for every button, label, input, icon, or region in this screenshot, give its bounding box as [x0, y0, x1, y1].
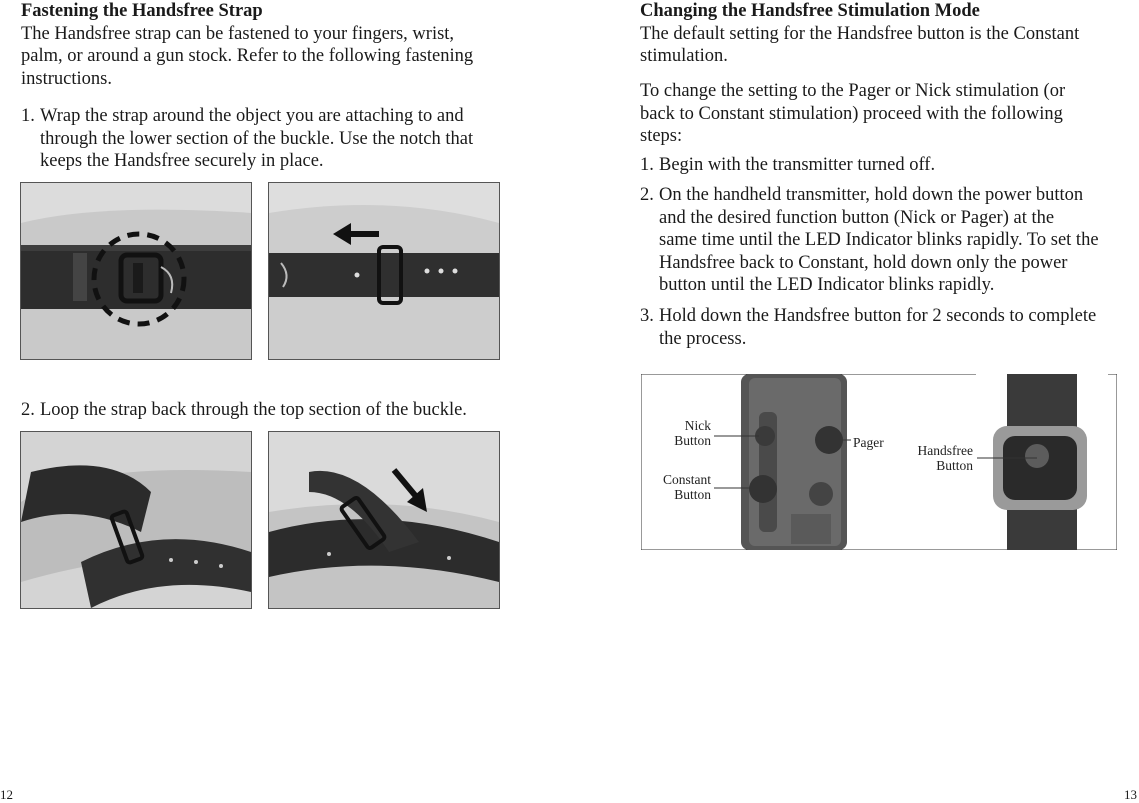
- step-text-line: and the desired function button (Nick or Pager) at the: [659, 207, 1055, 228]
- page-number-left: 12: [0, 787, 13, 802]
- strap-photo-tighten-arrow: [268, 431, 500, 609]
- stim-intro-line: stimulation.: [640, 46, 728, 66]
- step-text-line: Loop the strap back through the top section of the buckle.: [40, 400, 467, 420]
- step-text-line: keeps the Handsfree securely in place.: [40, 151, 324, 171]
- stim-para-line: steps:: [640, 126, 683, 146]
- step-text-line: Wrap the strap around the object you are attaching to and: [40, 106, 464, 126]
- strap-photo-buckle-notch: [20, 182, 252, 360]
- step-text-line: button until the LED Indicator blinks rapidly.: [659, 275, 995, 295]
- pager-button-label: Pager: [853, 435, 884, 450]
- step-text-line: same time until the LED Indicator blinks rapidly. To set the: [659, 230, 1099, 250]
- fastening-section: [21, 0, 551, 90]
- nick-button-label: [647, 418, 711, 448]
- step-text-line: the process.: [659, 328, 747, 349]
- strap-photo-loop-back: [20, 431, 252, 609]
- stim-para-line: back to Constant stimulation) proceed with the following: [640, 103, 1063, 124]
- fastening-step-2: [21, 399, 551, 422]
- constant-button-label: [647, 472, 711, 502]
- stim-mode-section: [640, 0, 1135, 68]
- stim-intro-line: The default setting for the Handsfree button is the Constant: [640, 23, 1080, 44]
- stim-para-line: To change the setting to the Pager or Nick stimulation (or: [640, 81, 1066, 101]
- fastening-intro-line: The Handsfree strap can be fastened to your fingers, wrist,: [21, 23, 455, 44]
- page-number-right: 13: [1124, 787, 1137, 802]
- stim-paragraph: [640, 80, 1135, 148]
- strap-photo-pulled-arrow: [268, 182, 500, 360]
- step-number: 2.: [640, 185, 654, 205]
- fastening-heading: Fastening the Handsfree Strap: [21, 1, 263, 21]
- handsfree-label-line: Handsfree: [917, 443, 973, 458]
- step-number: 2.: [21, 400, 35, 420]
- step-number: 3.: [640, 306, 654, 326]
- constant-label-line: Constant: [662, 472, 711, 487]
- step-text-line: through the lower section of the buckle. Use the notch that: [40, 128, 474, 149]
- step-number: 1.: [640, 155, 654, 175]
- step-text-line: Handsfree back to Constant, hold down only the power: [659, 252, 1068, 273]
- handsfree-button-label: [903, 443, 973, 473]
- constant-label-line: Button: [674, 487, 711, 502]
- handsfree-label-line: Button: [936, 458, 973, 473]
- step-text-line: Begin with the transmitter turned off.: [659, 155, 936, 175]
- nick-label-line: Nick: [684, 418, 711, 433]
- fastening-step-1: [21, 105, 551, 173]
- fastening-intro-line: palm, or around a gun stock. Refer to the following fastening: [21, 46, 474, 66]
- left-page: [0, 0, 569, 802]
- stim-step-3: [640, 305, 1135, 350]
- step-text-line: Hold down the Handsfree button for 2 seconds to complete: [659, 306, 1097, 326]
- fastening-intro-line: instructions.: [21, 68, 112, 89]
- diagram-frame: [641, 374, 1117, 550]
- transmitter-handsfree-diagram: [641, 374, 1117, 550]
- stim-step-2: [640, 184, 1135, 297]
- step-text-line: On the handheld transmitter, hold down the power button: [659, 185, 1084, 205]
- stim-mode-heading: Changing the Handsfree Stimulation Mode: [640, 1, 980, 21]
- nick-label-line: Button: [674, 433, 711, 448]
- right-page: [569, 0, 1139, 802]
- step-number: 1.: [21, 106, 35, 126]
- stim-step-1: [640, 154, 1135, 177]
